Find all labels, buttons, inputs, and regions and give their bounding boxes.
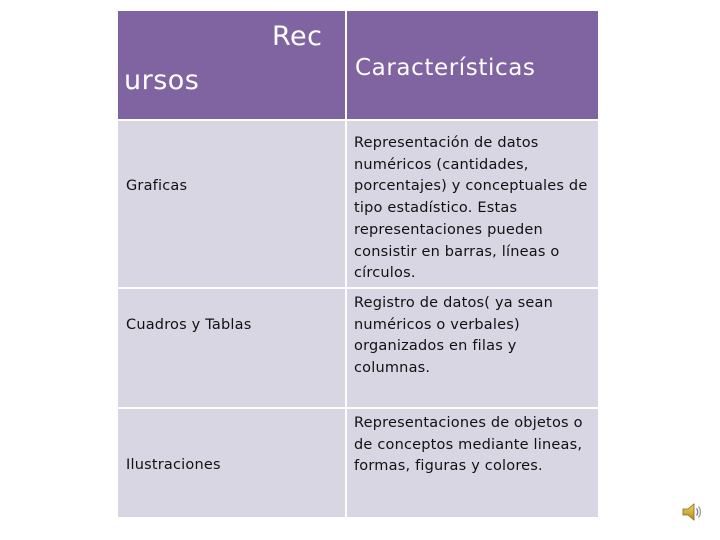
row-graficas-desc-cell xyxy=(347,121,598,287)
header-characteristics: Características xyxy=(355,55,536,81)
resources-table xyxy=(118,11,598,517)
row-ilustraciones-label-cell xyxy=(118,409,345,517)
row-description: Representación de datos numéricos (cantidades, porcentajes) y conceptuales de tipo estadístico. Estas representaciones pueden consistir en barras, líneas o círculos. xyxy=(354,135,588,282)
row-label: Ilustraciones xyxy=(126,457,221,473)
header-cell-resources xyxy=(118,11,345,119)
row-cuadros-label-cell xyxy=(118,289,345,407)
header-resources-part1: Rec xyxy=(272,21,323,52)
row-description: Registro de datos( ya sean numéricos o verbales) organizados en filas y columnas. xyxy=(354,295,553,377)
row-graficas-label-cell xyxy=(118,121,345,287)
row-description: Representaciones de objetos o de conceptos mediante lineas, formas, figuras y colores. xyxy=(354,415,583,475)
row-label: Graficas xyxy=(126,178,188,194)
row-ilustraciones-desc-cell xyxy=(347,409,598,517)
row-label: Cuadros y Tablas xyxy=(126,317,252,333)
speaker-icon[interactable] xyxy=(680,500,704,524)
header-cell-characteristics xyxy=(347,11,598,119)
row-cuadros-desc-cell xyxy=(347,289,598,407)
header-resources-part2: ursos xyxy=(124,65,200,96)
